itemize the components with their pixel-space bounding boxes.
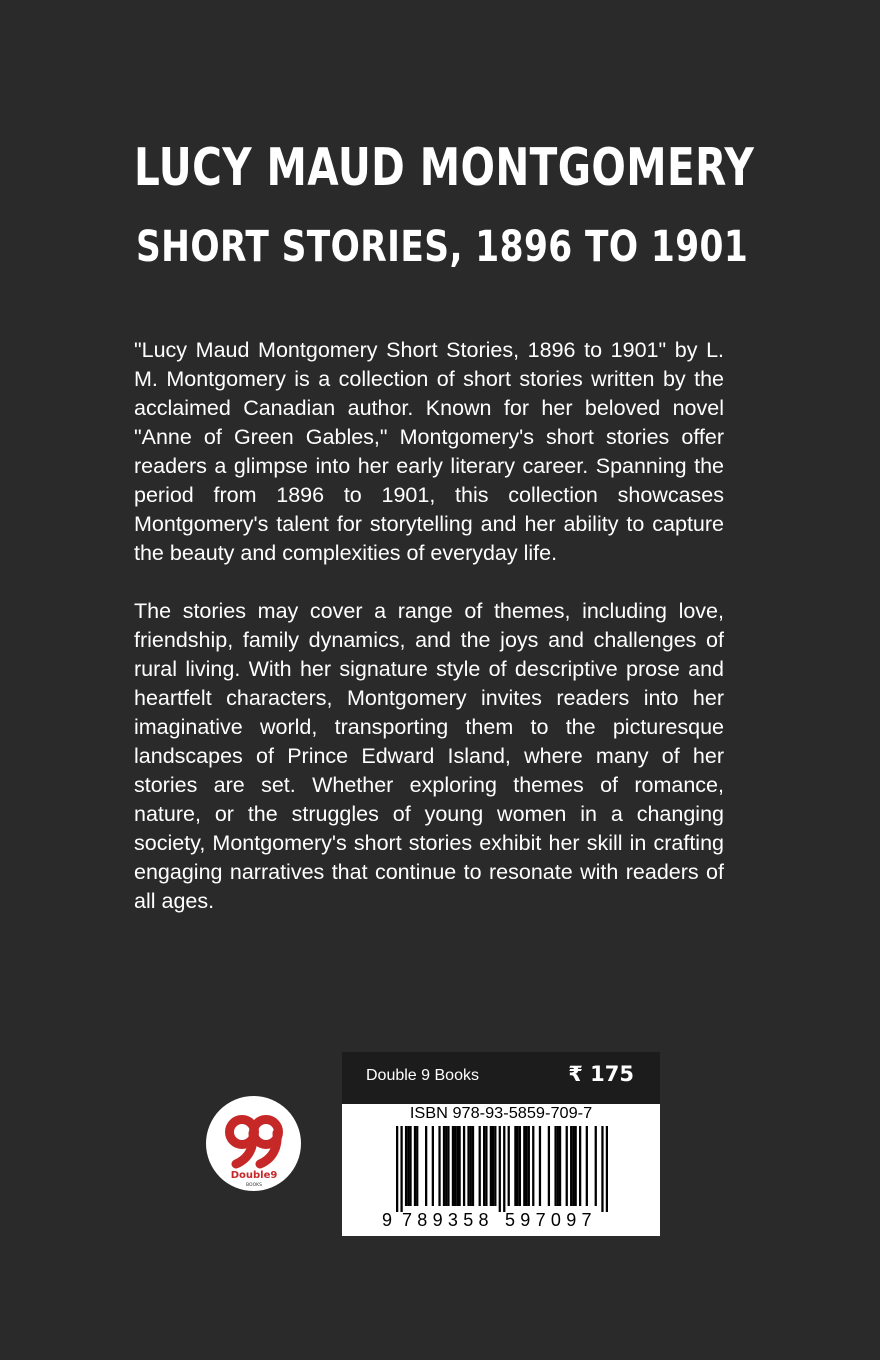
barcode-bar bbox=[523, 1126, 525, 1206]
barcode-bar bbox=[606, 1126, 608, 1212]
barcode-bar bbox=[570, 1126, 572, 1206]
ean-first-digit: 9 bbox=[382, 1210, 393, 1230]
barcode-bar bbox=[575, 1126, 577, 1206]
barcode-bar bbox=[445, 1126, 447, 1206]
barcode-bar bbox=[525, 1126, 527, 1206]
ean-right-digits: 597097 bbox=[505, 1210, 597, 1230]
barcode-bar bbox=[485, 1126, 487, 1206]
barcode-bar bbox=[490, 1126, 492, 1206]
book-title: LUCY MAUD MONTGOMERY bbox=[134, 138, 755, 198]
barcode-bar bbox=[566, 1126, 568, 1206]
barcode-bar bbox=[414, 1126, 416, 1206]
barcode-bar bbox=[503, 1126, 505, 1212]
barcode-image bbox=[396, 1126, 608, 1212]
barcode-bar bbox=[532, 1126, 534, 1206]
description-paragraph: "Lucy Maud Montgomery Short Stories, 1896 to 1901" by L. M. Montgomery is a collection of short stories written by the acclaimed Canadian author. Known for her beloved novel "Anne of Green Gables," Montgomery's short stories offer readers a glimpse into her early literary career. Spanning the period from 1896 to 1901, this collection showcases Montgomery's talent for storytelling and her ability to capture the beauty and complexities of everyday life. bbox=[134, 338, 724, 565]
barcode-bar bbox=[595, 1126, 597, 1206]
barcode-bar bbox=[514, 1126, 516, 1206]
barcode-bar bbox=[499, 1126, 501, 1212]
double9-logo-icon bbox=[206, 1096, 301, 1191]
barcode-bar bbox=[492, 1126, 494, 1206]
barcode-bar bbox=[409, 1126, 411, 1206]
ean-left-digits: 789358 bbox=[402, 1210, 494, 1230]
barcode-bar bbox=[508, 1126, 510, 1206]
barcode-bar bbox=[470, 1126, 472, 1206]
barcode-bar bbox=[483, 1126, 485, 1206]
book-description bbox=[134, 336, 724, 945]
logo-subtext: BOOKS bbox=[246, 1183, 262, 1188]
barcode-bar bbox=[443, 1126, 445, 1206]
barcode-bar bbox=[554, 1126, 556, 1206]
barcode-bar bbox=[452, 1126, 454, 1206]
barcode-bar bbox=[557, 1126, 559, 1206]
barcode-bar bbox=[572, 1126, 574, 1206]
barcode-bar bbox=[494, 1126, 496, 1206]
publisher-name: Double 9 Books bbox=[366, 1067, 479, 1084]
barcode-bar bbox=[400, 1126, 402, 1212]
barcode-bar bbox=[396, 1126, 398, 1212]
barcode-bar bbox=[456, 1126, 458, 1206]
price-label: ₹ 175 bbox=[568, 1062, 634, 1086]
barcode-bar bbox=[601, 1126, 603, 1212]
logo-wordmark: Double9 bbox=[230, 1170, 278, 1181]
barcode-bar bbox=[548, 1126, 550, 1206]
barcode-bar bbox=[447, 1126, 449, 1206]
barcode-bar bbox=[479, 1126, 481, 1206]
barcode-bar bbox=[519, 1126, 521, 1206]
barcode-bar bbox=[438, 1126, 440, 1206]
description-paragraph: The stories may cover a range of themes, including love, friendship, family dynamics, and the joys and challenges of rural living. With her signature style of descriptive prose and heartfelt characters, Montgomery invites readers into her imaginative world, transporting them to the picturesque landscapes of Prince Edward Island, where many of her stories are set. Whether exploring themes of romance, nature, or the struggles of young women in a changing society, Montgomery's short stories exhibit her skill in crafting engaging narratives that continue to resonate with readers of all ages. bbox=[134, 599, 724, 913]
barcode-bar bbox=[517, 1126, 519, 1206]
barcode-bar bbox=[432, 1126, 434, 1206]
barcode-bar bbox=[405, 1126, 407, 1206]
barcode-bar bbox=[458, 1126, 460, 1206]
price-bar bbox=[342, 1052, 660, 1104]
barcode-bar bbox=[559, 1126, 561, 1206]
barcode-bar bbox=[463, 1126, 465, 1206]
barcode-bar bbox=[579, 1126, 581, 1206]
barcode-bar bbox=[586, 1126, 588, 1206]
barcode-bar bbox=[454, 1126, 456, 1206]
book-subtitle: SHORT STORIES, 1896 TO 1901 bbox=[136, 222, 749, 272]
barcode-bar bbox=[539, 1126, 541, 1206]
barcode-bar bbox=[407, 1126, 409, 1206]
barcode-bar bbox=[416, 1126, 418, 1206]
barcode-bar bbox=[467, 1126, 469, 1206]
barcode-bar bbox=[472, 1126, 474, 1206]
isbn-label: ISBN 978-93-5859-709-7 bbox=[409, 1105, 593, 1122]
barcode-box bbox=[342, 1104, 660, 1236]
barcode-bar bbox=[425, 1126, 427, 1206]
barcode-bar bbox=[528, 1126, 530, 1206]
